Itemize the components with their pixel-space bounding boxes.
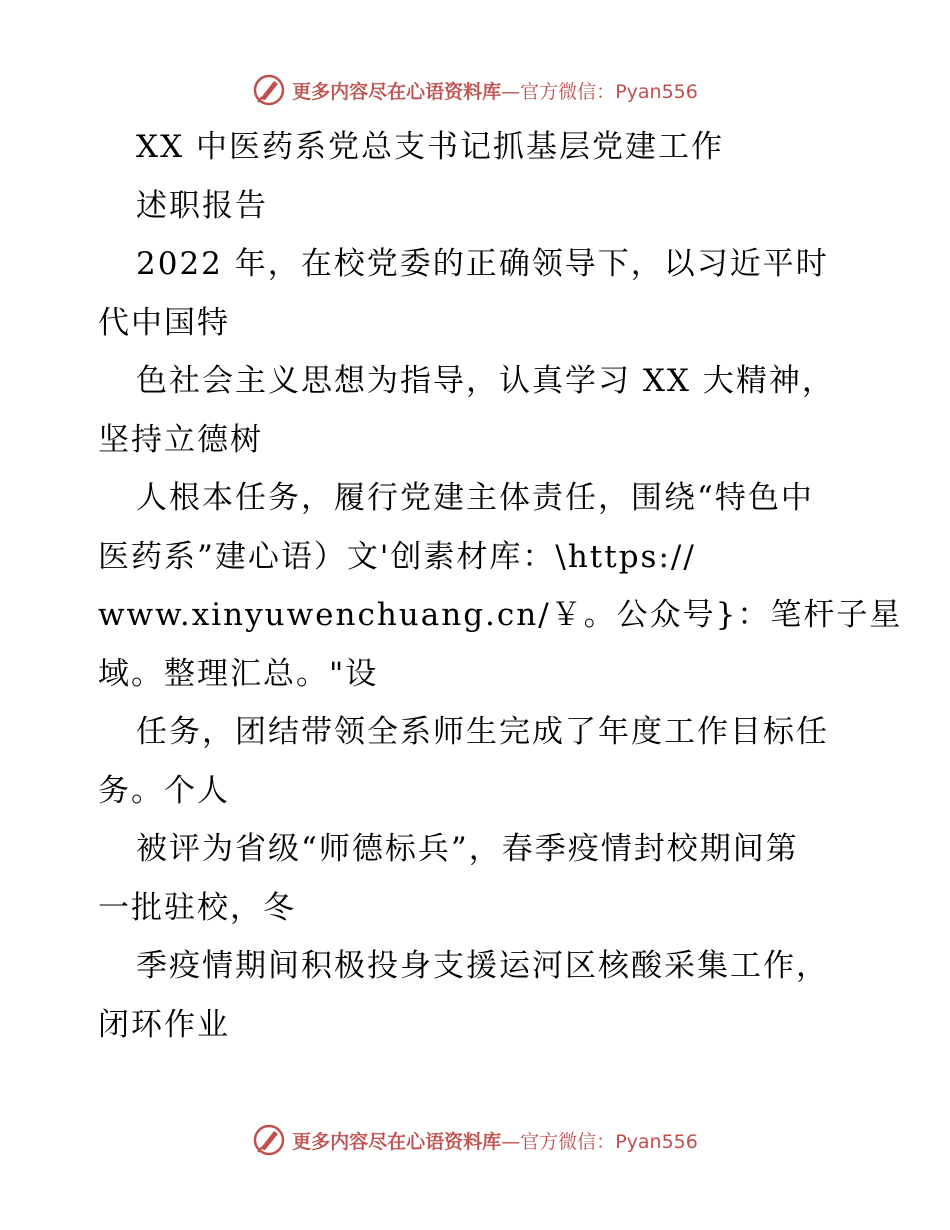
doc-line: 代中国特 bbox=[98, 304, 230, 341]
doc-line: 一批驻校，冬 bbox=[98, 889, 296, 926]
doc-line: www.xinyuwenchuang.cn/￥。公众号}：笔杆子星 bbox=[98, 597, 903, 633]
banner-separator: — bbox=[501, 1130, 521, 1153]
doc-line: 述职报告 bbox=[136, 187, 268, 224]
doc-line: 闭环作业 bbox=[98, 1006, 230, 1043]
banner-wechat-id: Pyan556 bbox=[615, 1130, 698, 1153]
doc-line: 务。个人 bbox=[98, 772, 230, 809]
banner-wechat-id: Pyan556 bbox=[615, 80, 698, 103]
banner-title: 更多内容尽在心语资料库 bbox=[292, 1130, 502, 1153]
banner-title: 更多内容尽在心语资料库 bbox=[292, 80, 502, 103]
banner-separator: — bbox=[501, 80, 521, 103]
footer-watermark-banner bbox=[0, 1120, 950, 1160]
doc-line: 医药系”建心语）文'创素材库：\https:// bbox=[98, 538, 696, 575]
doc-line: 坚持立德树 bbox=[98, 421, 263, 458]
banner-wechat-label: 官方微信： bbox=[520, 1130, 616, 1153]
doc-line: XX 中医药系党总支书记抓基层党建工作 bbox=[136, 129, 724, 165]
doc-line: 色社会主义思想为指导，认真学习 XX 大精神， bbox=[136, 363, 835, 399]
header-watermark-banner bbox=[0, 70, 950, 110]
document-body bbox=[98, 118, 903, 1054]
doc-line: 2022 年，在校党委的正确领导下，以习近平时 bbox=[136, 246, 829, 282]
quill-pen-logo-icon bbox=[252, 1123, 286, 1157]
banner-wechat-label: 官方微信： bbox=[520, 80, 616, 103]
doc-line: 域。整理汇总。"设 bbox=[98, 655, 379, 692]
doc-line: 被评为省级“师德标兵”，春季疫情封校期间第 bbox=[136, 831, 799, 867]
doc-line: 人根本任务，履行党建主体责任，围绕“特色中 bbox=[136, 480, 814, 516]
doc-line: 任务，团结带领全系师生完成了年度工作目标任 bbox=[136, 714, 829, 750]
doc-line: 季疫情期间积极投身支援运河区核酸采集工作， bbox=[136, 948, 829, 984]
quill-pen-logo-icon bbox=[252, 73, 286, 107]
